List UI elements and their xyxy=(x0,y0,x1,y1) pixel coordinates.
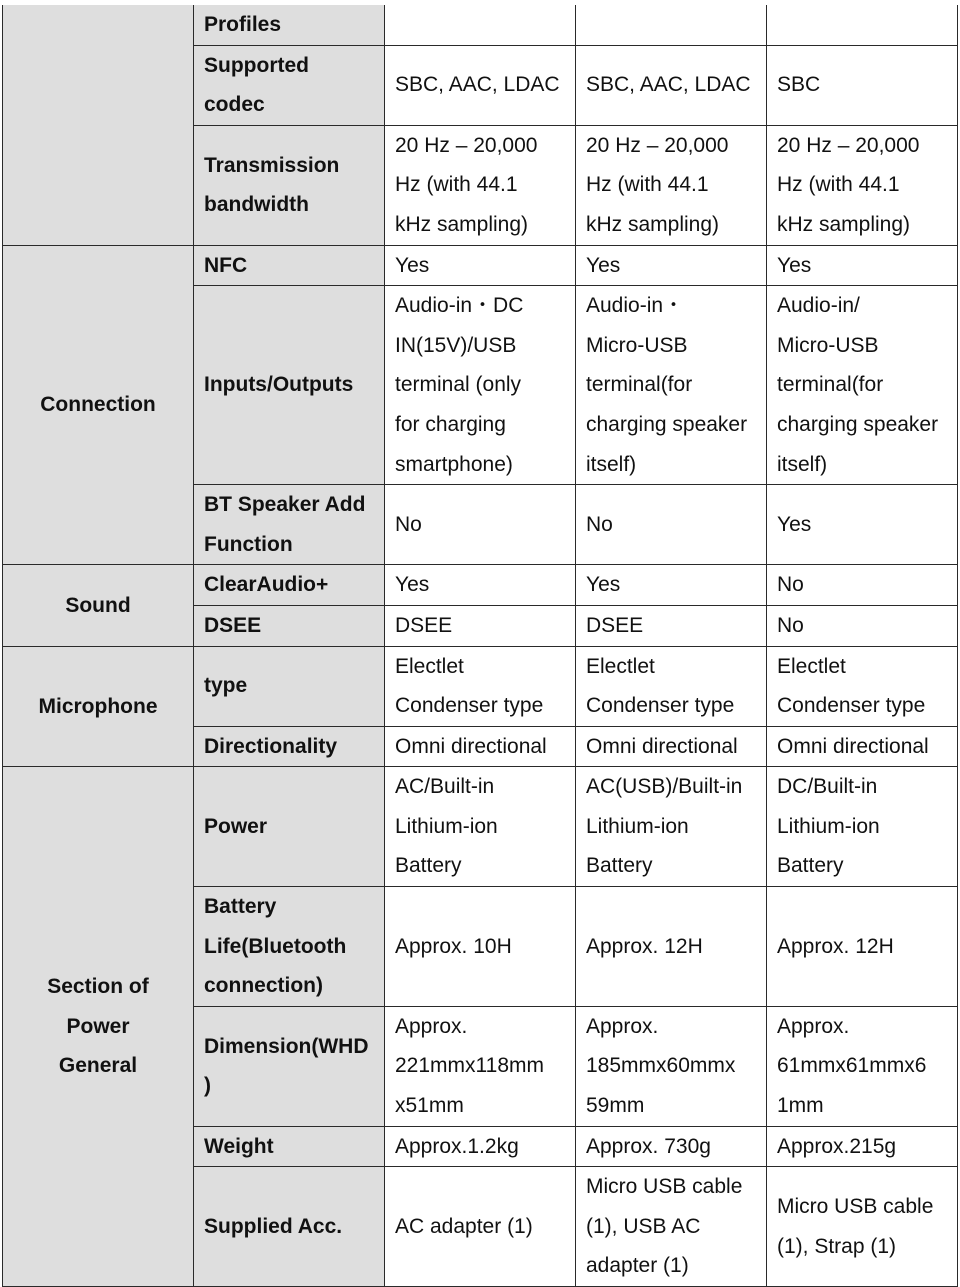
table-cell: Omni directional xyxy=(767,726,958,767)
row-label: type xyxy=(194,646,385,726)
table-cell: No xyxy=(576,485,767,565)
row-label: Power xyxy=(194,767,385,887)
table-cell xyxy=(576,5,767,45)
table-cell: Approx. 10H xyxy=(385,887,576,1007)
row-label: ClearAudio+ xyxy=(194,565,385,606)
table-cell: Audio-in/ Micro-USB terminal(for charging speaker itself) xyxy=(767,286,958,485)
row-label: Weight xyxy=(194,1126,385,1167)
table-cell: AC(USB)/Built-in Lithium-ion Battery xyxy=(576,767,767,887)
table-cell: Omni directional xyxy=(385,726,576,767)
table-cell: Yes xyxy=(767,485,958,565)
spec-table xyxy=(2,5,958,1287)
table-cell: Electlet Condenser type xyxy=(576,646,767,726)
row-label: Directionality xyxy=(194,726,385,767)
table-cell: Electlet Condenser type xyxy=(385,646,576,726)
row-label: Transmission bandwidth xyxy=(194,125,385,245)
table-cell: Omni directional xyxy=(576,726,767,767)
table-cell: Approx. 12H xyxy=(767,887,958,1007)
row-label: BT Speaker Add Function xyxy=(194,485,385,565)
row-label: NFC xyxy=(194,245,385,286)
row-label: Profiles xyxy=(194,5,385,45)
table-cell: Approx. 185mmx60mmx 59mm xyxy=(576,1006,767,1126)
table-cell: Audio-in・DC IN(15V)/USB terminal (only for charging smartphone) xyxy=(385,286,576,485)
table-cell: AC adapter (1) xyxy=(385,1167,576,1287)
table-cell: Approx. 61mmx61mmx6 1mm xyxy=(767,1006,958,1126)
table-row xyxy=(3,245,958,286)
row-label: Battery Life(Bluetooth connection) xyxy=(194,887,385,1007)
table-cell: Micro USB cable (1), Strap (1) xyxy=(767,1167,958,1287)
table-cell: Approx.215g xyxy=(767,1126,958,1167)
row-label: DSEE xyxy=(194,605,385,646)
table-cell: DC/Built-in Lithium-ion Battery xyxy=(767,767,958,887)
table-cell: 20 Hz – 20,000 Hz (with 44.1 kHz sampling) xyxy=(576,125,767,245)
table-row xyxy=(3,565,958,606)
row-label: Supplied Acc. xyxy=(194,1167,385,1287)
table-cell: Electlet Condenser type xyxy=(767,646,958,726)
table-cell: 20 Hz – 20,000 Hz (with 44.1 kHz sampling) xyxy=(767,125,958,245)
table-cell: Yes xyxy=(385,245,576,286)
table-cell: Yes xyxy=(576,565,767,606)
table-cell: SBC xyxy=(767,45,958,125)
table-cell: Approx.1.2kg xyxy=(385,1126,576,1167)
group-label-sound: Sound xyxy=(3,565,194,646)
table-row xyxy=(3,767,958,887)
group-cell-connection-top xyxy=(3,5,194,245)
table-cell: Yes xyxy=(385,565,576,606)
table-cell: Yes xyxy=(767,245,958,286)
table-cell: No xyxy=(767,565,958,606)
table-cell: No xyxy=(385,485,576,565)
group-label-power-general: Section of Power General xyxy=(3,767,194,1287)
table-cell: SBC, AAC, LDAC xyxy=(385,45,576,125)
table-cell: AC/Built-in Lithium-ion Battery xyxy=(385,767,576,887)
table-cell: Audio-in・ Micro-USB terminal(for charging speaker itself) xyxy=(576,286,767,485)
group-label-connection: Connection xyxy=(3,245,194,565)
table-row xyxy=(3,646,958,726)
group-label-microphone: Microphone xyxy=(3,646,194,767)
table-cell: No xyxy=(767,605,958,646)
table-cell: DSEE xyxy=(385,605,576,646)
table-cell: Approx. 12H xyxy=(576,887,767,1007)
table-cell: 20 Hz – 20,000 Hz (with 44.1 kHz sampling) xyxy=(385,125,576,245)
table-cell: DSEE xyxy=(576,605,767,646)
table-cell xyxy=(385,5,576,45)
table-cell: SBC, AAC, LDAC xyxy=(576,45,767,125)
table-cell: Micro USB cable (1), USB AC adapter (1) xyxy=(576,1167,767,1287)
row-label: Dimension(WHD ) xyxy=(194,1006,385,1126)
table-cell xyxy=(767,5,958,45)
table-row xyxy=(3,5,958,45)
table-cell: Approx. 221mmx118mm x51mm xyxy=(385,1006,576,1126)
row-label: Supported codec xyxy=(194,45,385,125)
row-label: Inputs/Outputs xyxy=(194,286,385,485)
table-cell: Approx. 730g xyxy=(576,1126,767,1167)
spec-table-body xyxy=(3,5,958,1287)
table-cell: Yes xyxy=(576,245,767,286)
